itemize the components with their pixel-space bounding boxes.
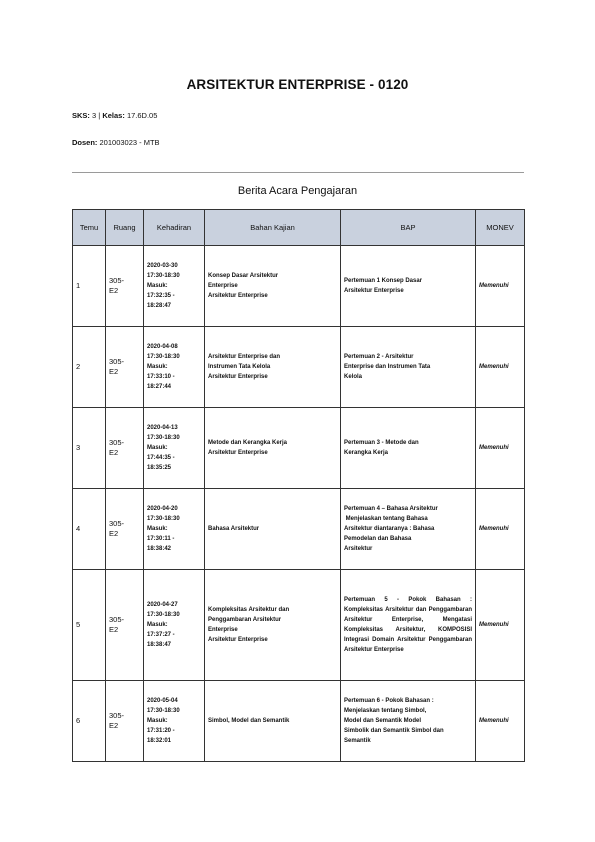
header-monev: MONEV [476, 210, 525, 246]
cell-temu: 6 [73, 681, 106, 762]
cell-bahan-kajian: Metode dan Kerangka Kerja Arsitektur Enterprise [205, 408, 341, 489]
cell-monev: Memenuhi [476, 408, 525, 489]
cell-ruang: 305- E2 [106, 489, 144, 570]
table-row [73, 681, 525, 762]
cell-monev: Memenuhi [476, 327, 525, 408]
header-bahan-kajian: Bahan Kajian [205, 210, 341, 246]
sks-value: 3 [92, 111, 97, 120]
cell-kehadiran: 2020-05-04 17:30-18:30 Masuk: 17:31:20 - 18:32:01 [144, 681, 205, 762]
header-kehadiran: Kehadiran [144, 210, 205, 246]
cell-bap: Pertemuan 6 - Pokok Bahasan : Menjelaskan tentang Simbol, Model dan Semantik Model Simbolik dan Semantik Simbol dan Semantik [341, 681, 476, 762]
divider [72, 172, 524, 173]
cell-bahan-kajian: Arsitektur Enterprise dan Instrumen Tata Kelola Arsitektur Enterprise [205, 327, 341, 408]
table-row [73, 570, 525, 681]
cell-bahan-kajian: Simbol, Model dan Semantik [205, 681, 341, 762]
cell-ruang: 305- E2 [106, 681, 144, 762]
cell-temu: 2 [73, 327, 106, 408]
cell-kehadiran: 2020-04-13 17:30-18:30 Masuk: 17:44:35 - 18:35:25 [144, 408, 205, 489]
cell-bap: Pertemuan 2 - Arsitektur Enterprise dan Instrumen Tata Kelola [341, 327, 476, 408]
cell-bahan-kajian: Konsep Dasar Arsitektur Enterprise Arsitektur Enterprise [205, 246, 341, 327]
kelas-label: Kelas: [102, 111, 125, 120]
meta-separator: | [98, 111, 101, 120]
header-temu: Temu [73, 210, 106, 246]
sks-label: SKS: [72, 111, 90, 120]
cell-kehadiran: 2020-04-08 17:30-18:30 Masuk: 17:33:10 - 18:27:44 [144, 327, 205, 408]
cell-temu: 3 [73, 408, 106, 489]
cell-bahan-kajian: Bahasa Arsitektur [205, 489, 341, 570]
cell-temu: 1 [73, 246, 106, 327]
cell-temu: 4 [73, 489, 106, 570]
cell-monev: Memenuhi [476, 489, 525, 570]
table-row [73, 327, 525, 408]
lecturer-meta [72, 138, 160, 147]
table-row [73, 246, 525, 327]
table-row [73, 489, 525, 570]
header-bap: BAP [341, 210, 476, 246]
cell-bap: Pertemuan 5 - Pokok Bahasan : Kompleksitas Arsitektur dan Penggambaran Arsitektur Enterprise, Mengatasi Kompleksitas Arsitektur, KOMPOSISI Integrasi Domain Arsitektur Penggambaran Arsitektur Enterprise [341, 570, 476, 681]
cell-kehadiran: 2020-03-30 17:30-18:30 Masuk: 17:32:35 - 18:28:47 [144, 246, 205, 327]
cell-monev: Memenuhi [476, 246, 525, 327]
cell-monev: Memenuhi [476, 570, 525, 681]
course-meta [72, 111, 157, 120]
cell-ruang: 305- E2 [106, 408, 144, 489]
dosen-value: 201003023 - MTB [99, 138, 160, 147]
cell-temu: 5 [73, 570, 106, 681]
cell-bap: Pertemuan 1 Konsep Dasar Arsitektur Enterprise [341, 246, 476, 327]
section-title: Berita Acara Pengajaran [237, 185, 358, 197]
cell-monev: Memenuhi [476, 681, 525, 762]
cell-bap: Pertemuan 3 - Metode dan Kerangka Kerja [341, 408, 476, 489]
header-ruang: Ruang [106, 210, 144, 246]
cell-kehadiran: 2020-04-20 17:30-18:30 Masuk: 17:30:11 - 18:38:42 [144, 489, 205, 570]
cell-kehadiran: 2020-04-27 17:30-18:30 Masuk: 17:37:27 - 18:38:47 [144, 570, 205, 681]
document-title: ARSITEKTUR ENTERPRISE - 0120 [186, 77, 409, 92]
cell-ruang: 305- E2 [106, 246, 144, 327]
cell-bahan-kajian: Kompleksitas Arsitektur dan Penggambaran Arsitektur Enterprise Arsitektur Enterprise [205, 570, 341, 681]
dosen-label: Dosen: [72, 138, 98, 147]
cell-bap: Pertemuan 4 – Bahasa Arsitektur Menjelaskan tentang Bahasa Arsitektur diantaranya : Bahasa Pemodelan dan Bahasa Arsitektur [341, 489, 476, 570]
cell-ruang: 305- E2 [106, 570, 144, 681]
cell-ruang: 305- E2 [106, 327, 144, 408]
teaching-report-table [72, 209, 525, 762]
table-row [73, 408, 525, 489]
table-header-row [73, 210, 525, 246]
kelas-value: 17.6D.05 [126, 111, 158, 120]
